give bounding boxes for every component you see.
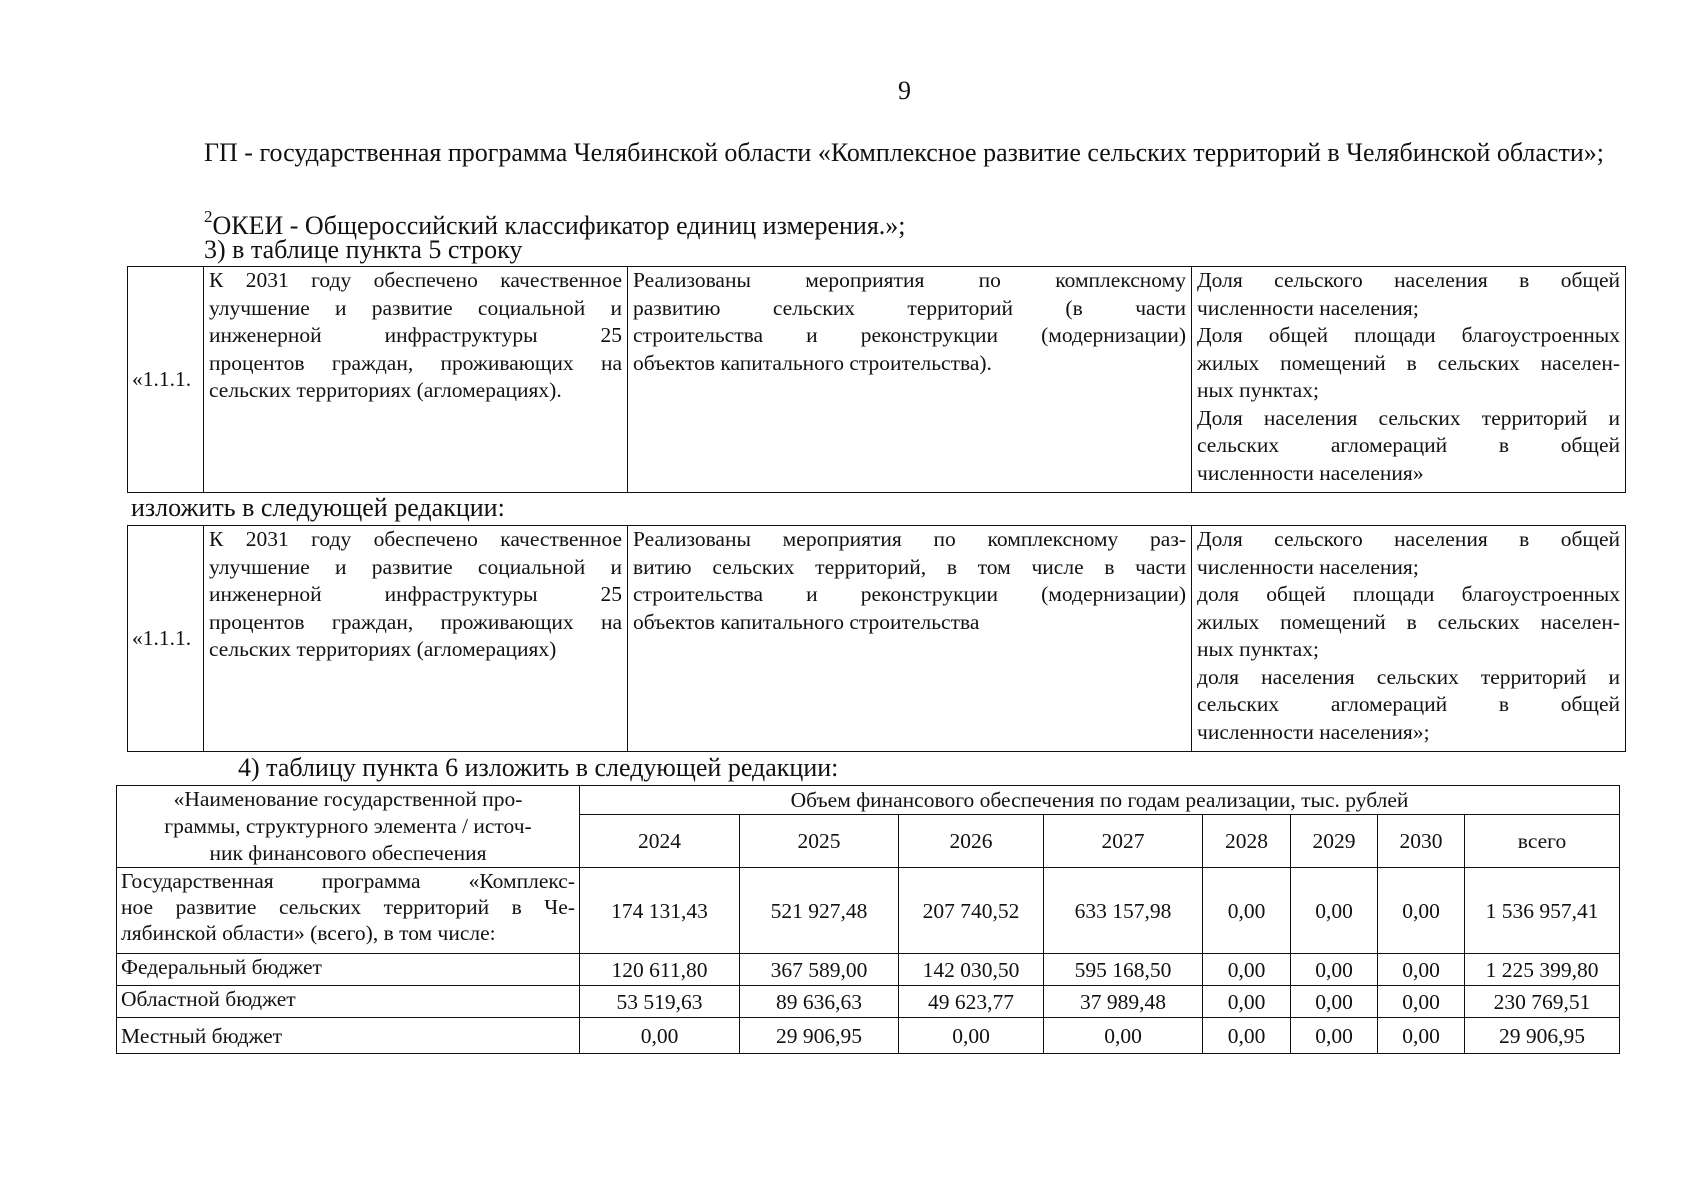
finance-table	[116, 785, 1620, 1054]
result-cell: Реализованы мероприятия по комплексному раз- витию сельских территорий, в том числе в части строительства и реконструкции (модернизации) объектов капитального строительства	[628, 526, 1192, 752]
old-row-table	[127, 266, 1626, 493]
footnote-okei: $^2$ОКЕИ - Общероссийский классификатор единиц измерения.»;	[204, 207, 906, 240]
value-cell: 37 989,48	[1044, 986, 1203, 1018]
value-cell: 0,00	[1291, 868, 1378, 954]
year-header: 2030	[1378, 815, 1465, 868]
row-number: «1.1.1.	[128, 267, 204, 493]
table-row	[117, 954, 1620, 986]
value-cell: 0,00	[1378, 868, 1465, 954]
value-cell: 207 740,52	[899, 868, 1044, 954]
row-name: Областной бюджет	[117, 986, 580, 1018]
value-cell: 29 906,95	[740, 1018, 899, 1054]
indicators-cell: Доля сельского населения в общей численности населения; Доля общей площади благоустроенных жилых помещений в сельских населен- ных пунктах; Доля населения сельских территорий и сельских агломераций в общей численности населения»	[1192, 267, 1626, 493]
value-cell: 0,00	[1203, 868, 1291, 954]
value-cell: 595 168,50	[1044, 954, 1203, 986]
value-cell: 0,00	[1203, 954, 1291, 986]
footnote-gp: ГП - государственная программа Челябинской области «Комплексное развитие сельских территорий в Челябинской области»;	[204, 138, 1604, 167]
value-cell: 0,00	[1291, 986, 1378, 1018]
value-cell: 29 906,95	[1465, 1018, 1620, 1054]
value-cell: 633 157,98	[1044, 868, 1203, 954]
value-cell: 0,00	[1291, 1018, 1378, 1054]
year-header: 2027	[1044, 815, 1203, 868]
value-cell: 0,00	[1044, 1018, 1203, 1054]
item-4-intro: 4) таблицу пункта 6 изложить в следующей редакции:	[238, 753, 839, 782]
value-cell: 230 769,51	[1465, 986, 1620, 1018]
value-cell: 49 623,77	[899, 986, 1044, 1018]
table-row	[128, 526, 1626, 752]
indicators-cell: Доля сельского населения в общей численности населения; доля общей площади благоустроенных жилых помещений в сельских населен- ных пунктах; доля населения сельских территорий и сельских агломераций в общей численности населения»;	[1192, 526, 1626, 752]
table-header-row	[117, 786, 1620, 815]
result-cell: Реализованы мероприятия по комплексному развитию сельских территорий (в части строительства и реконструкции (модернизации) объектов капитального строительства).	[628, 267, 1192, 493]
value-cell: 367 589,00	[740, 954, 899, 986]
goal-cell: К 2031 году обеспечено качественное улучшение и развитие социальной и инженерной инфраструктуры 25 процентов граждан, проживающих на сельских территориях (агломерациях)	[204, 526, 628, 752]
footnote-marker: 2	[204, 207, 213, 226]
value-cell: 174 131,43	[580, 868, 740, 954]
table-row	[117, 986, 1620, 1018]
year-header: 2026	[899, 815, 1044, 868]
total-header: всего	[1465, 815, 1620, 868]
value-cell: 0,00	[1291, 954, 1378, 986]
value-cell: 0,00	[580, 1018, 740, 1054]
goal-cell: К 2031 году обеспечено качественное улучшение и развитие социальной и инженерной инфраструктуры 25 процентов граждан, проживающих на сельских территориях (агломерациях).	[204, 267, 628, 493]
value-cell: 0,00	[1378, 1018, 1465, 1054]
name-column-header: «Наименование государственной про- граммы, структурного элемента / источ- ник финансового обеспечения	[117, 786, 580, 868]
value-cell: 142 030,50	[899, 954, 1044, 986]
year-header: 2024	[580, 815, 740, 868]
row-number: «1.1.1.	[128, 526, 204, 752]
item-3-intro: 3) в таблице пункта 5 строку	[204, 235, 523, 264]
value-cell: 521 927,48	[740, 868, 899, 954]
value-cell: 0,00	[1378, 986, 1465, 1018]
value-cell: 0,00	[1203, 1018, 1291, 1054]
value-cell: 120 611,80	[580, 954, 740, 986]
row-name: Местный бюджет	[117, 1018, 580, 1054]
value-cell: 89 636,63	[740, 986, 899, 1018]
value-cell: 1 536 957,41	[1465, 868, 1620, 954]
value-cell: 0,00	[899, 1018, 1044, 1054]
table-row	[117, 868, 1620, 954]
volume-header: Объем финансового обеспечения по годам реализации, тыс. рублей	[580, 786, 1620, 815]
table-row	[128, 267, 1626, 493]
year-header: 2025	[740, 815, 899, 868]
year-header: 2028	[1203, 815, 1291, 868]
value-cell: 53 519,63	[580, 986, 740, 1018]
value-cell: 0,00	[1203, 986, 1291, 1018]
table-row	[117, 1018, 1620, 1054]
year-header: 2029	[1291, 815, 1378, 868]
replace-text: изложить в следующей редакции:	[131, 493, 505, 522]
value-cell: 0,00	[1378, 954, 1465, 986]
row-name: Государственная программа «Комплекс- ное развитие сельских территорий в Че- лябинской области» (всего), в том числе:	[117, 868, 580, 954]
value-cell: 1 225 399,80	[1465, 954, 1620, 986]
row-name: Федеральный бюджет	[117, 954, 580, 986]
new-row-table	[127, 525, 1626, 752]
